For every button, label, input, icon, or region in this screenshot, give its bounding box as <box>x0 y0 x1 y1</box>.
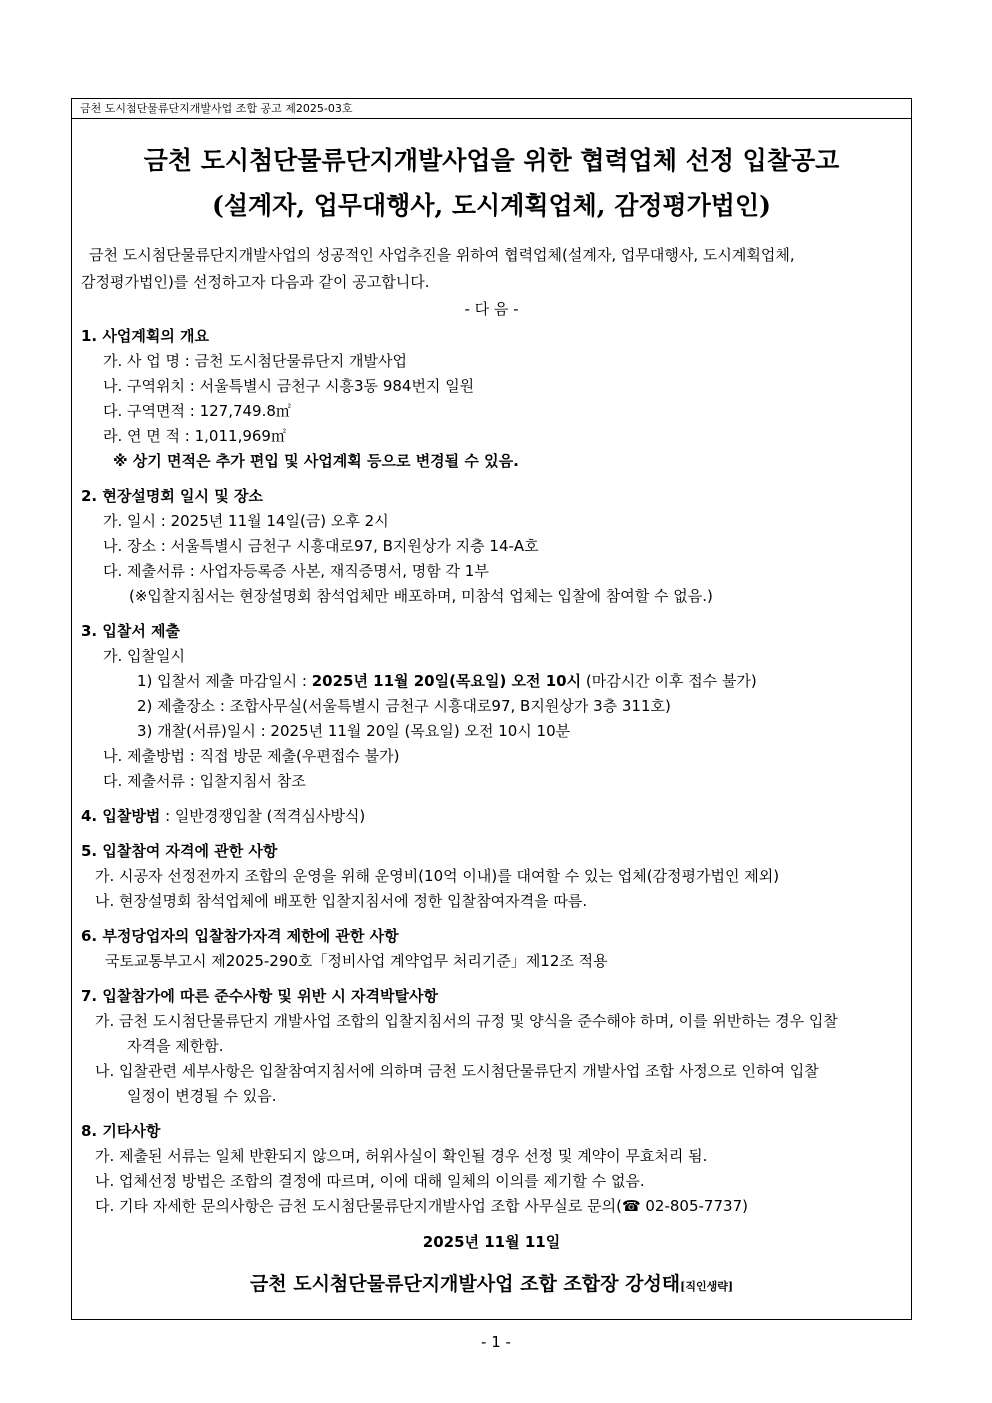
deadline-label: 1) 입찰서 제출 마감일시 : <box>137 672 312 690</box>
signatory-name: 금천 도시첨단물류단지개발사업 조합 조합장 강성태 <box>249 1273 681 1295</box>
notice-number-header: 금천 도시첨단물류단지개발사업 조합 공고 제2025-03호 <box>72 99 911 119</box>
announcement-date: 2025년 11월 11일 <box>422 1233 561 1251</box>
section-3-heading: 3. 입찰서 제출 <box>81 622 181 640</box>
deadline-datetime: 2025년 11월 20일(목요일) 오전 10시 <box>311 672 582 690</box>
section-1-heading: 1. 사업계획의 개요 <box>81 327 210 345</box>
section-8-item-a: 가. 제출된 서류는 일체 반환되지 않으며, 허위사실이 확인될 경우 선정 및 계약이 무효처리 됨. <box>95 1147 708 1165</box>
section-3-item-b: 나. 제출방법 : 직접 방문 제출(우편접수 불가) <box>103 747 400 765</box>
intro-line-1: 금천 도시첨단물류단지개발사업의 성공적인 사업추진을 위하여 협력업체(설계자, 업무대행사, 도시계획업체, <box>89 246 795 264</box>
section-6-heading: 6. 부정당업자의 입찰참가자격 제한에 관한 사항 <box>81 927 399 945</box>
signature-line <box>72 1269 911 1296</box>
section-4-text: : 일반경쟁입찰 (적격심사방식) <box>160 807 366 825</box>
section-1-item-a: 가. 사 업 명 : 금천 도시첨단물류단지 개발사업 <box>103 352 408 370</box>
section-8-item-c: 다. 기타 자세한 문의사항은 금천 도시첨단물류단지개발사업 조합 사무실로 문의(☎ 02-805-7737) <box>95 1197 748 1215</box>
notice-frame <box>71 98 912 1320</box>
section-7-item-a-line-2: 자격을 제한함. <box>127 1037 224 1055</box>
section-3-item-a: 가. 입찰일시 <box>103 647 185 665</box>
page-number: - 1 - <box>481 1333 511 1351</box>
section-5-item-a: 가. 시공자 선정전까지 조합의 운영을 위해 운영비(10억 이내)를 대여할 수 있는 업체(감정평가법인 제외) <box>95 867 780 885</box>
section-5-item-b: 나. 현장설명회 참석업체에 배포한 입찰지침서에 정한 입찰참여자격을 따름. <box>95 892 588 910</box>
divider-text: - 다 음 - <box>464 300 519 318</box>
section-3-item-a3: 3) 개찰(서류)일시 : 2025년 11월 20일 (목요일) 오전 10시 10분 <box>137 722 571 740</box>
intro-line-2: 감정평가법인)를 선정하고자 다음과 같이 공고합니다. <box>81 273 430 291</box>
section-1-item-b: 나. 구역위치 : 서울특별시 금천구 시흥3동 984번지 일원 <box>103 377 475 395</box>
notice-subtitle: (설계자, 업무대행사, 도시계획업체, 감정평가법인) <box>212 191 771 220</box>
section-8-item-b: 나. 업체선정 방법은 조합의 결정에 따르며, 이에 대해 일체의 이의를 제기할 수 없음. <box>95 1172 645 1190</box>
section-5-heading: 5. 입찰참여 자격에 관한 사항 <box>81 842 278 860</box>
section-4-line <box>81 806 365 826</box>
section-8-heading: 8. 기타사항 <box>81 1122 161 1140</box>
section-1-item-c: 다. 구역면적 : 127,749.8㎡ <box>103 402 291 420</box>
section-2-item-b: 나. 장소 : 서울특별시 금천구 시흥대로97, B지원상가 지층 14-A호 <box>103 537 539 555</box>
section-3-item-a2: 2) 제출장소 : 조합사무실(서울특별시 금천구 시흥대로97, B지원상가 3층 311호) <box>137 697 671 715</box>
section-2-item-c: 다. 제출서류 : 사업자등록증 사본, 재직증명서, 명함 각 1부 <box>103 562 489 580</box>
section-4-heading: 4. 입찰방법 <box>81 807 161 825</box>
section-2-heading: 2. 현장설명회 일시 및 장소 <box>81 487 263 505</box>
section-7-item-b-line-2: 일정이 변경될 수 있음. <box>127 1087 277 1105</box>
deadline-note: (마감시간 이후 접수 불가) <box>581 672 757 690</box>
section-7-heading: 7. 입찰참가에 따른 준수사항 및 위반 시 자격박탈사항 <box>81 987 438 1005</box>
section-7-item-b-line-1: 나. 입찰관련 세부사항은 입찰참여지침서에 의하며 금천 도시첨단물류단지 개발사업 조합 사정으로 인하여 입찰 <box>95 1062 819 1080</box>
section-2-note: (※입찰지침서는 현장설명회 참석업체만 배포하며, 미참석 업체는 입찰에 참여할 수 없음.) <box>129 587 713 605</box>
section-1-note: ※ 상기 면적은 추가 편입 및 사업계획 등으로 변경될 수 있음. <box>113 452 519 470</box>
section-3-item-a1 <box>137 671 757 691</box>
section-7-item-a-line-1: 가. 금천 도시첨단물류단지 개발사업 조합의 입찰지침서의 규정 및 양식을 준수해야 하며, 이를 위반하는 경우 입찰 <box>95 1012 838 1030</box>
seal-omitted-note: [직인생략] <box>680 1280 734 1293</box>
section-1-item-d: 라. 연 면 적 : 1,011,969㎡ <box>103 427 286 445</box>
section-6-text: 국토교통부고시 제2025-290호「정비사업 계약업무 처리기준」제12조 적용 <box>105 952 608 970</box>
section-2-item-a: 가. 일시 : 2025년 11월 14일(금) 오후 2시 <box>103 512 389 530</box>
section-3-item-c: 다. 제출서류 : 입찰지침서 참조 <box>103 772 306 790</box>
notice-title: 금천 도시첨단물류단지개발사업을 위한 협력업체 선정 입찰공고 <box>143 146 840 175</box>
